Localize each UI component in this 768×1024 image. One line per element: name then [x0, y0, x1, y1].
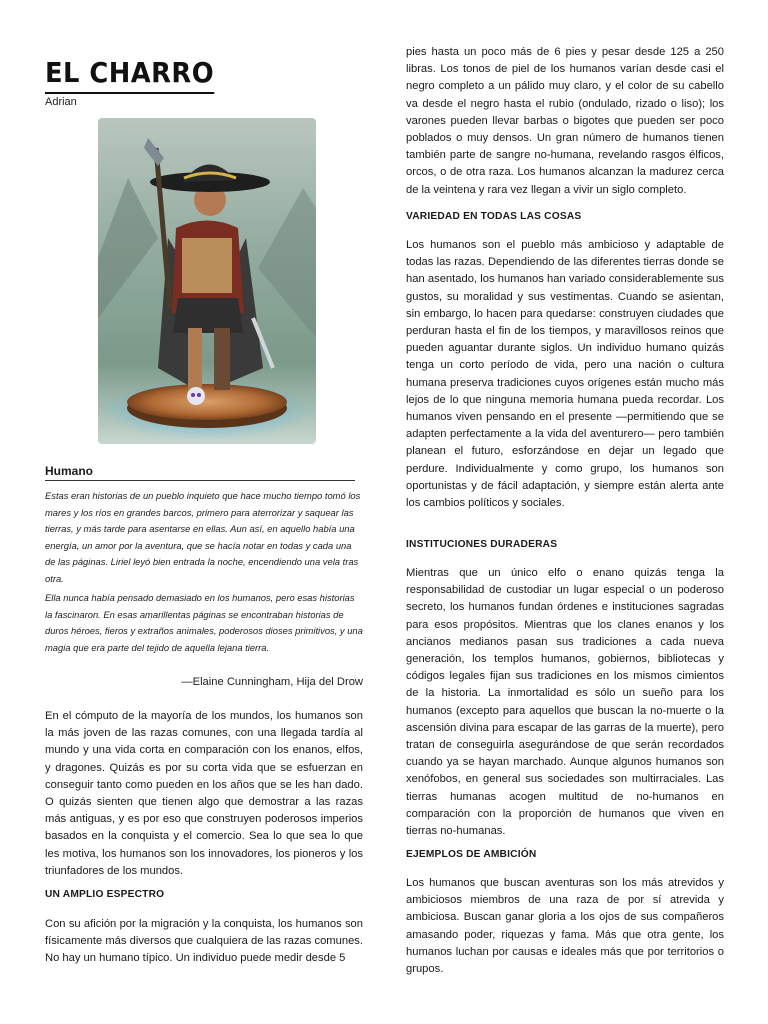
- page-title: EL CHARRO: [45, 56, 214, 94]
- left-column: [45, 56, 363, 965]
- subheading-instituciones: INSTITUCIONES DURADERAS: [406, 539, 558, 550]
- body-paragraph-ambicion: Los humanos que buscan aventuras son los más atrevidos y ambiciosos miembros de una raza de por sí atrevida y ambiciosa. Buscan ganar gloria a los ojos de sus compañeros amasando poder, riquezas y fama. Más que otra gente, los humanos luchan por causas e ideales más que por territorios o grupos.: [406, 877, 724, 976]
- section-title-humano: Humano: [45, 464, 355, 481]
- subheading-variedad: VARIEDAD EN TODAS LAS COSAS: [406, 211, 582, 222]
- body-paragraph-espectro: Con su afición por la migración y la conquista, los humanos son físicamente más diversos que cualquiera de las razas comunes. No hay un humano típico. Un individuo puede medir desde 5: [45, 918, 363, 965]
- body-paragraph-intro: En el cómputo de la mayoría de los mundos, los humanos son la más joven de las razas comunes, con una llegada tardía al mundo y una vida corta en comparación con los enanos, elfos, y dragones. Quizás es por su corta vida que se esfuerzan en conseguir tanto como pueden en los años que se les han dado. O quizás sienten que tienen algo que demostrar a las razas más antiguas, y es por eso que construyen poderosos imperios basados en la conquista y el comercio. Sea lo que sea lo que les motiva, los humanos son los innovadores, los pioneros y los triunfadores de los mundos.: [45, 710, 363, 877]
- body-paragraph-continued: pies hasta un poco más de 6 pies y pesar desde 125 a 250 libras. Los tonos de piel de los humanos varían desde casi el negro completo a un pálido muy claro, y el color de su cabello va desde el negro hasta el rubio (ondulado, rizado o liso); los varones pueden llevar barbas o bigotes que pueden ser poco poblados o muy densos. Un gran número de humanos tienen también parte de sangre no-humana, revelando rasgos élficos, orcos, o de otra raza. Los humanos alcanzan la madurez cerca de la veintena y rara vez llegan a vivir un siglo completo.: [406, 46, 724, 196]
- body-paragraph-variedad: Los humanos son el pueblo más ambicioso y adaptable de todas las razas. Dependiendo de las diferentes tierras donde se han asentado, los humanos han variado considerablemente sus gustos, su moralidad y sus vestimentas. Cuando se asientan, sin embargo, lo hacen para quedarse: construyen ciudades que perduran hasta el fin de los tiempos, y maravillosos reinos que pueden aguantar durante siglos. Un individuo humano quizás tenga un corto período de vida, pero una nación o cultura humana preserva tradiciones cuyos orígenes están mucho más lejos de lo que ninguna memoria humana pueda recordar. Los humanos viven pensando en el presente —permitiendo que se adapten perfectamente a la vida del aventurero— pero también planean el futuro, esforzándose en dejar un legado que perdure. Individualmente y como grupo, los humanos son oportunistas y de fácil adaptación, y siempre están alerta ante los cambios políticos y sociales.: [406, 239, 724, 510]
- quote-attribution: —Elaine Cunningham, Hija del Drow: [181, 676, 363, 688]
- figurine-illustration: [98, 118, 316, 444]
- body-paragraph-instituciones: Mientras que un único elfo o enano quizás tenga la responsabilidad de custodiar un lugar especial o un poderoso secreto, los humanos fundan órdenes e instituciones sagradas para esos propósitos. Mientras que los clanes enanos y los ancianos medianos pasan sus tradiciones a cada nueva generación, los templos humanos, gobiernos, bibliotecas y códigos legales fijan sus tradiciones en los mismos cimientos de la historia. La inmortalidad es sólo un sueño para los humanos (excepto para aquellos que buscan la no-muerte o la ascensión divina para escapar de las garras de la muerte), pero tratan de conseguirla asegurándose de que serán recordados cuando ya se hayan marchado. Aunque algunos humanos son xenófobos, en general sus sociedades son multirraciales. Las tierras humanas acogen multitud de no-humanos en comparación con la proporción de humanos que viven en tierras no-humanas.: [406, 567, 724, 838]
- subheading-amplio-espectro: UN AMPLIO ESPECTRO: [45, 889, 165, 900]
- figurine-image: [98, 118, 316, 444]
- quote-paragraph-1: Estas eran historias de un pueblo inquieto que hace mucho tiempo tomó los mares y los ríos en grandes barcos, primero para aterrorizar y saquear las tierras, y más tarde para asentarse en ellas. Aun así, en aquello había una energía, un amor por la aventura, que se hacía notar en todas y cada una de las páginas. Liriel leyó bien entrada la noche, encendiendo una vela tras otra.: [45, 490, 361, 584]
- quote-paragraph-2: Ella nunca había pensado demasiado en los humanos, pero esas historias la fascinaron. En esas amarillentas páginas se encontraban historias de duros héroes, fieros y extraños animales, poderosos dioses primitivos, y una magia que era parte del tejido de aquella lejana tierra.: [45, 592, 363, 653]
- subheading-ambicion: EJEMPLOS DE AMBICIÓN: [406, 849, 537, 860]
- author-name: Adrian: [45, 96, 77, 108]
